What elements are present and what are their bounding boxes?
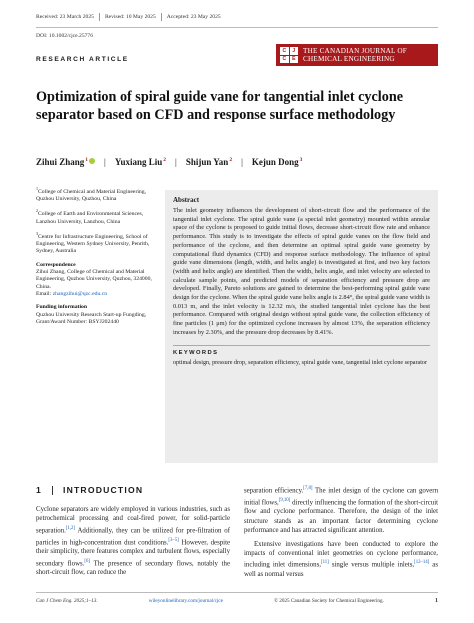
logo-letter: J (290, 47, 299, 55)
author-affiliation-ref: 2 (229, 157, 233, 163)
citation-link[interactable]: [1,2] (65, 525, 76, 531)
citation-link[interactable]: [9,10] (278, 497, 291, 503)
funding-heading: Funding information (36, 304, 88, 311)
journal-reference: Can J Chem Eng. 2025;1–13. (36, 598, 98, 604)
author-name-text: Zihui Zhang (36, 157, 85, 167)
logo-letter: C (280, 47, 289, 55)
journal-banner[interactable] (276, 44, 438, 66)
author-list (36, 157, 302, 167)
keywords-heading: KEYWORDS (173, 350, 219, 357)
author-name[interactable] (115, 157, 166, 167)
author-name-text: Shijun Yan (185, 157, 229, 167)
affiliation: $^1$College of Chemical and Material Engineering, Quzhou University, Quzhou, China (36, 186, 147, 203)
page-number: 1 (434, 598, 438, 604)
correspondence-text: Zihui Zhang, College of Chemical and Material Engineering, Quzhou University, Quzhou, 324000, China. (36, 269, 152, 290)
author-name-text: Kejun Dong (251, 157, 299, 167)
divider (161, 13, 162, 21)
footer-rule (36, 592, 438, 593)
affiliation: $^3$Centre for Infrastructure Engineering, School of Engineering, Western Sydney University, Penrith, Sydney, Australia (36, 230, 150, 255)
citation-link[interactable]: [6] (84, 558, 91, 564)
citation-link[interactable]: [3–5] (168, 537, 179, 543)
author-separator: | (175, 157, 177, 167)
section-heading (36, 485, 143, 495)
article-type: RESEARCH ARTICLE (36, 56, 129, 63)
doi[interactable]: DOI: 10.1002/cjce.25776 (36, 33, 94, 39)
journal-url-link[interactable]: wileyonlinelibrary.com/journal/cjce (148, 598, 223, 604)
affiliations-column (36, 185, 156, 326)
article-title: Optimization of spiral guide vane for tangential inlet cyclone separator based on CFD and response surface methodology (36, 89, 404, 123)
copyright: © 2025 Canadian Society for Chemical Engineering. (274, 598, 384, 604)
section-title: INTRODUCTION (62, 485, 144, 495)
author-affiliation-ref: 3 (299, 157, 303, 163)
citation-link[interactable]: [7,8] (303, 486, 313, 491)
paragraph: Cyclone separators are widely employed in various industries, such as petrochemical processing and coal-fired power, for solid-particle separation.[1,2] Additionally, they can be utilized for pre-filtration of particles in high-concentration dust conditions.[3–5] However, despite their simplicity, there features complex and turbulent flows, especially secondary flows.[6] The presence of secondary flows, notably the short-circuit flow, can reduce the (36, 506, 231, 577)
journal-name-line1: THE CANADIAN JOURNAL OF (303, 47, 407, 55)
page-footer (36, 598, 438, 604)
orcid-icon[interactable] (89, 158, 95, 164)
article-dates (36, 13, 221, 21)
journal-name-line2: CHEMICAL ENGINEERING (303, 55, 395, 63)
body-column-right (244, 484, 438, 580)
paragraph: Extensive investigations have been conducted to explore the impacts of conventional inlet geometries on cyclone performance, including inlet dimensions,[11] single versus multiple inlets,[12–14] as well as normal versus (244, 540, 439, 579)
citation-link[interactable]: [12–14] (414, 560, 430, 566)
affiliation: $^2$College of Earth and Environmental Sciences, Lanzhou University, Lanzhou, China (36, 208, 144, 225)
correspondence-heading: Correspondence (36, 261, 76, 268)
logo-letter: C (280, 56, 289, 64)
funding-text: Quzhou University Research Start-up Fungding, Grant/Award Number: BSYJ202440 (36, 311, 147, 325)
author-separator: | (104, 157, 106, 167)
keywords-divider (173, 345, 430, 346)
paragraph: separation efficiency.[7,8] The inlet design of the cyclone can govern initial flows,[9,10] directly influencing the formation of the short-circuit flow and cyclone performance. Therefore, the design of the inlet structure stands as an important factor determining cyclone performance and has attracted significant attention. (244, 486, 438, 535)
author-name-text: Yuxiang Liu (114, 157, 163, 167)
accepted-date: Accepted: 23 May 2025 (166, 14, 221, 20)
email-link[interactable]: zhangzihui@qzc.edu.cn (52, 290, 108, 297)
abstract-heading: Abstract (173, 196, 200, 204)
journal-name (303, 47, 407, 63)
correspondence-email: Email: zhangzihui@qzc.edu.cn (36, 290, 108, 297)
author-name[interactable] (36, 157, 95, 167)
revised-date: Revised: 10 May 2025 (104, 14, 156, 20)
citation-link[interactable]: [11] (320, 560, 329, 566)
abstract-text: The inlet geometry influences the development of short-circuit flow and the performance of the tangential inlet cyclone. The spiral guide vane (a special inlet geometry) mounted within annular space of the cyclone is proposed to guide initial flows, decrease short-circuit flow rate and enhance performance. This study is to investigate the effects of spiral guide vanes on the flow field and performance of the cyclone, and then determine an optimal spiral guide vane geometry by computational fluid dynamics (CFD) and response surface methodology. The influence of spiral guide vane dimensions (length, width, and helix angle) is investigated at first, and two key factors (width and helix angle) are identified. Then the width, helix angle, and inlet velocity are selected to calculate sample points, and predicted models of separation efficiency and pressure drop are developed. Finally, Pareto solutions are gained to determine the best-performing spiral guide vane design for the cyclone. When the spiral guide vane helix angle is 2.84°, the spiral guide vane width is 0.013 m, and the inlet velocity is 12.32 m/s, the studied tangential inlet cyclone has the best performance. Compared with original design without spiral guide vane, the collection efficiency of fine particles (1 μm) for the optimized cyclone increases by almost 13%, the separation efficiency increases by 2.30%, and the pressure drop decreases by 8.41%. (173, 207, 430, 336)
divider (99, 13, 100, 21)
author-affiliation-ref: 1 (85, 157, 89, 163)
received-date: Received: 23 March 2025 (36, 14, 94, 20)
logo-letter: E (290, 56, 299, 64)
keywords-text: optimal design, pressure drop, separation efficiency, spiral guide vane, tangential inlet cyclone separator (173, 360, 427, 367)
heading-divider (52, 486, 53, 495)
author-separator: | (241, 157, 243, 167)
author-name[interactable] (186, 157, 232, 167)
author-name[interactable] (252, 157, 303, 167)
body-column-left (36, 505, 230, 578)
abstract-box (165, 190, 438, 463)
header-rule (36, 27, 438, 28)
section-number: 1 (36, 485, 42, 495)
author-affiliation-ref: 2 (163, 157, 167, 163)
journal-logo-icon (280, 47, 298, 63)
